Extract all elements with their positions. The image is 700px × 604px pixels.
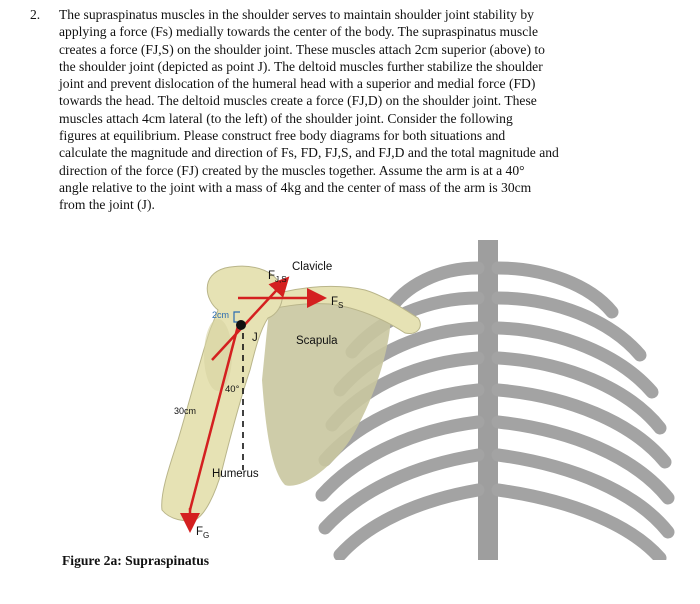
problem-line: creates a force (FJ,S) on the shoulder joint. These muscles attach 2cm superior (above) to xyxy=(59,41,545,57)
problem-line: from the joint (J). xyxy=(59,197,155,213)
joint-point xyxy=(236,320,246,330)
figure-caption: Figure 2a: Supraspinatus xyxy=(62,553,210,568)
scapula-label: Scapula xyxy=(296,335,338,347)
shoulder-illustration xyxy=(0,220,700,560)
clavicle-label: Clavicle xyxy=(292,261,333,273)
problem-line: towards the head. The deltoid muscles create a force (FJ,D) on the shoulder joint. These xyxy=(59,93,537,109)
shoulder-figure xyxy=(0,220,700,560)
problem-text xyxy=(59,6,634,214)
angle-label: 40° xyxy=(225,384,240,395)
problem-number: 2. xyxy=(30,7,41,22)
joint-label: J xyxy=(252,332,258,344)
rib-cage xyxy=(322,240,668,560)
problem-line: applying a force (Fs) medially towards the center of the body. The supraspinatus muscle xyxy=(59,24,539,40)
two-cm-label: 2cm xyxy=(212,310,230,320)
thirty-cm-label: 30cm xyxy=(174,406,197,416)
problem-line: the shoulder joint (depicted as point J). The deltoid muscles further stabilize the shoulder xyxy=(59,58,543,74)
fg-label: $F_G$ xyxy=(196,526,210,540)
fs-label: $F_S$ xyxy=(331,296,344,310)
problem-line: angle relative to the joint with a mass of 4kg and the center of mass of the arm is 30cm xyxy=(59,179,532,195)
problem-line: joint and prevent dislocation of the humeral head with a superior and medial force (FD) xyxy=(59,76,536,92)
problem-line: The supraspinatus muscles in the shoulder serves to maintain shoulder joint stability by xyxy=(59,7,534,22)
problem-line: direction of the force (FJ) created by the muscles together. Assume the arm is at a 40° xyxy=(59,162,525,178)
fjs-label: $F_{J,S}$ xyxy=(268,270,287,284)
problem-line: muscles attach 4cm lateral (to the left) of the shoulder joint. Consider the following xyxy=(59,110,513,126)
sternum xyxy=(478,240,498,560)
humerus-label: Humerus xyxy=(212,468,259,480)
problem-line: calculate the magnitude and direction of Fs, FD, FJ,S, and FJ,D and the total magnitude and xyxy=(59,145,559,161)
problem-line: figures at equilibrium. Please construct free body diagrams for both situations and xyxy=(59,128,506,144)
